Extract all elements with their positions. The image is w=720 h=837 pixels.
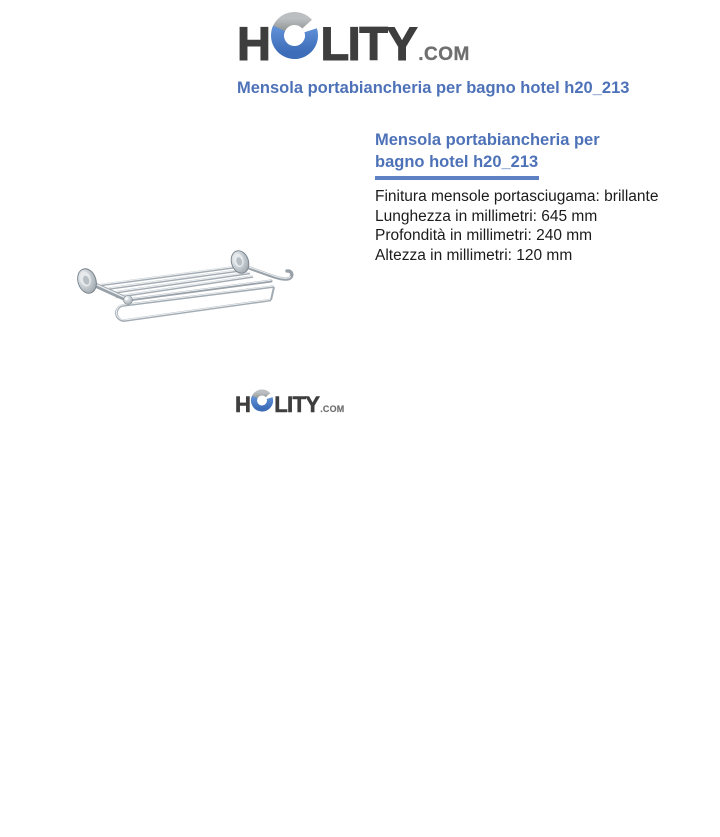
spec-length: Lunghezza in millimetri: 645 mm [375,207,598,225]
product-specs [375,187,665,265]
product-image [65,240,315,358]
product-heading: Mensola portabiancheria per bagno hotel h20_213 [375,131,600,171]
logo-suffix-com: .COM [320,404,345,415]
logo-letter-h: H [237,17,270,70]
spec-depth: Profondità in millimetri: 240 mm [375,227,593,244]
page-title: Mensola portabiancheria per bagno hotel h20_213 [237,79,630,97]
spec-height: Altezza in millimetri: 120 mm [375,246,573,264]
holity-o-swoosh-icon [270,11,319,60]
holity-o-swoosh-icon [251,389,274,412]
logo-suffix-com: .COM [418,44,470,65]
holity-logo-header[interactable] [237,11,470,70]
product-info-panel [375,130,665,265]
heading-divider [375,176,539,180]
holity-logo-footer[interactable] [235,389,344,415]
spec-finish: Finitura mensole portasciugama: brillante [375,188,659,205]
logo-letters-lity: LITY [320,17,417,70]
logo-letters-lity: LITY [274,391,320,417]
logo-letter-h: H [235,391,251,417]
left-wall-plate [75,266,100,295]
